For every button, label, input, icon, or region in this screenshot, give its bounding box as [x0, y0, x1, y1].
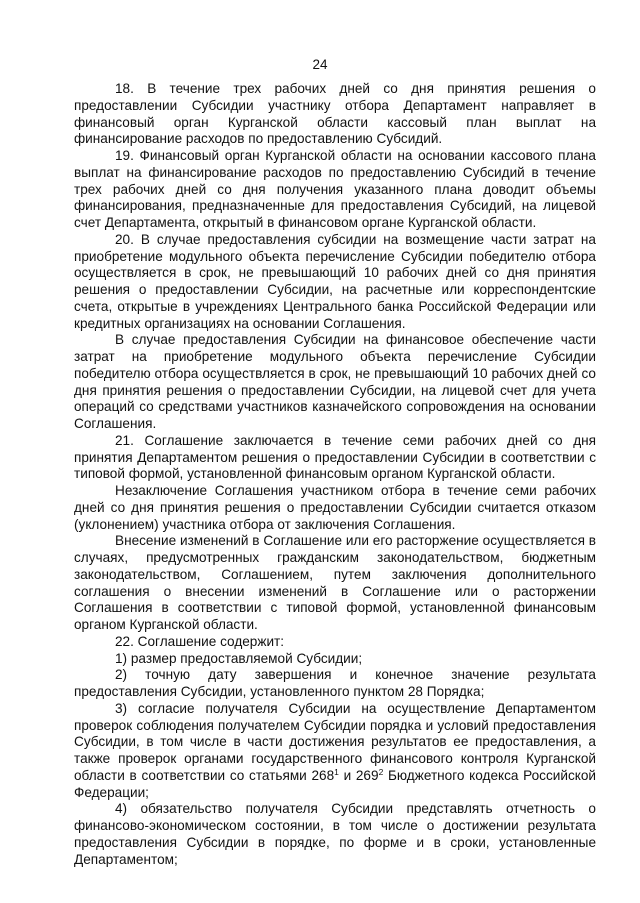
- paragraph-22: 22. Соглашение содержит:: [115, 633, 285, 649]
- superscript-1: 1: [334, 766, 339, 777]
- paragraph-21: 21. Соглашение заключается в течение семи рабочих дней со дня принятия Департаментом решения о предоставлении Субсидии в соответствии с типовой формой, установленной финансовым органом Курганской области.: [74, 432, 596, 482]
- list-item-22-2: 2) точную дату завершения и конечное значение результата предоставления Субсидии, установленного пунктом 28 Порядка;: [74, 667, 596, 699]
- list-item-22-3-text: 3) согласие получателя Субсидии на осуществление Департаментом проверок соблюдения получателем Субсидии порядка и условий предоставления Субсидии, в том числе в части достижения результатов ее предоставления, а также проверок органами государственного финансового контроля Курганской области в соответствии со статьями 268: [74, 700, 596, 783]
- paragraph-18: 18. В течение трех рабочих дней со дня принятия решения о предоставлении Субсидии участнику отбора Департамент направляет в финансовый орган Курганской области кассовый план выплат на финансирование расходов по предоставлению Субсидий.: [74, 81, 596, 147]
- superscript-2: 2: [378, 766, 384, 777]
- paragraph-21-refusal: Незаключение Соглашения участником отбора в течение семи рабочих дней со дня принятия решения о предоставлении Субсидии считается отказом (уклонением) участника отбора от заключения Соглашения.: [74, 483, 596, 532]
- paragraph-21-amendments: Внесение изменений в Соглашение или его расторжение осуществляется в случаях, предусмотренных гражданским законодательством, бюджетным законодательством, Соглашением, путем заключения дополнительного соглашения о внесении изменений в Соглашение или о расторжении Соглашения в соответствии с типовой формой, установленной финансовым органом Курганской области.: [74, 533, 596, 632]
- paragraph-20: 20. В случае предоставления субсидии на возмещение части затрат на приобретение модульного объекта перечисление Субсидии победителю отбора осуществляется в срок, не превышающий 10 рабочих дней со дня принятия решения о предоставлении Субсидии, на расчетные или корреспондентские счета, открытые в учреждениях Центрального банка Российской Федерации или кредитных организациях на основании Соглашения.: [74, 231, 596, 331]
- paragraph-19: 19. Финансовый орган Курганской области на основании кассового плана выплат на финансирование расходов по предоставлению Субсидий в течение трех рабочих дней со дня получения указанного плана доводит объемы финансирования, предназначенные для предоставления Субсидий, на лицевой счет Департамента, открытый в финансовом органе Курганской области.: [74, 148, 596, 230]
- document-body: [74, 81, 596, 868]
- list-item-22-1: 1) размер предоставляемой Субсидии;: [115, 650, 363, 666]
- paragraph-20-financing: В случае предоставления Субсидии на финансовое обеспечение части затрат на приобретение модульного объекта перечисление Субсидии победителю отбора осуществляется в срок, не превышающий 10 рабочих дней со дня принятия решения о предоставлении Субсидии, на лицевой счет для учета операций со средствами участников казначейского сопровождения на основании Соглашения.: [74, 332, 596, 431]
- list-item-22-3-text-mid: и 269: [338, 767, 379, 783]
- list-item-22-3-text-end: Бюджетного кодекса Российской Федерации;: [74, 767, 597, 800]
- list-item-22-4: 4) обязательство получателя Субсидии представлять отчетность о финансово-экономическом состоянии, в том числе о достижении результата предоставления Субсидии в порядке, по форме и в сроки, установленные Департаментом;: [74, 801, 596, 867]
- page-number: 24: [312, 57, 328, 72]
- list-item-22-3: [74, 701, 596, 802]
